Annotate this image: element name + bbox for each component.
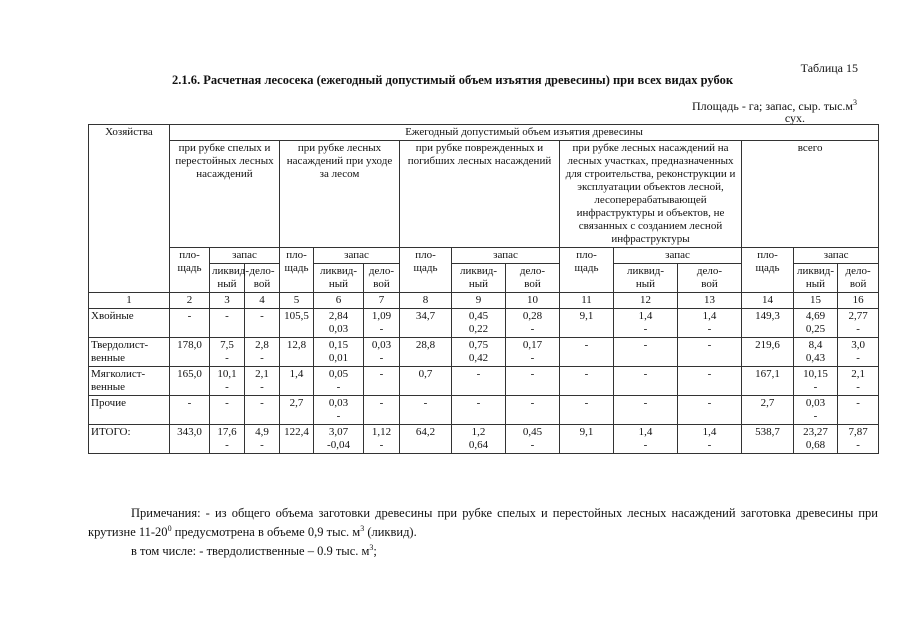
- cell-value: 17,6: [217, 426, 237, 438]
- table-cell: [364, 396, 400, 425]
- header-group-total: всего: [742, 141, 879, 248]
- cell-dry-value: 0,03: [328, 323, 349, 335]
- table-cell: [614, 338, 678, 367]
- table-cell: [314, 309, 364, 338]
- cell-value: 4,9: [255, 426, 269, 438]
- table-cell: [400, 396, 452, 425]
- table-cell: [452, 338, 506, 367]
- cell-value: 9,1: [579, 310, 594, 322]
- header-area: пло- щадь: [560, 248, 614, 293]
- header-row-stock: [89, 248, 879, 264]
- note-sup-1: 0: [167, 524, 172, 533]
- cell-dry-value: -: [530, 323, 535, 335]
- cell-value: -: [187, 310, 192, 322]
- table-cell: [614, 425, 678, 454]
- cell-dry-value: -: [707, 323, 712, 335]
- table-row: [89, 309, 879, 338]
- table-cell: [838, 425, 879, 454]
- cell-value: -: [260, 397, 264, 409]
- table-cell: [614, 309, 678, 338]
- units-sup: 3: [853, 98, 857, 107]
- cell-value: 122,4: [284, 426, 309, 438]
- header-group-infrastructure: при рубке лесных насаждений на лесных участках, предназначенных для строительства, реконструкции и эксплуатации объектов лесной, лесоперерабатывающей инфраструктуры и объектов, не связанных с созданием лесной инфраструктуры: [560, 141, 742, 248]
- row-label: Хвойные: [89, 309, 170, 338]
- cell-value: 0,03: [328, 397, 349, 409]
- table-cell: [280, 338, 314, 367]
- header-group-damaged: при рубке поврежденных и погибших лесных насаждений: [400, 141, 560, 248]
- column-number: 12: [614, 293, 678, 309]
- table-cell: [742, 396, 794, 425]
- cell-value: 1,4: [638, 426, 653, 438]
- cell-value: 34,7: [415, 310, 436, 322]
- cell-value: -: [856, 397, 860, 409]
- table-cell: [364, 367, 400, 396]
- page-title: 2.1.6. Расчетная лесосека (ежегодный допустимый объем изъятия древесины) при всех видах рубок: [171, 73, 734, 87]
- header-liquid: ликвид- ный: [794, 264, 838, 293]
- header-stock: запас: [210, 248, 280, 264]
- column-number: 13: [678, 293, 742, 309]
- cell-value: 10,1: [217, 368, 237, 380]
- column-number: 11: [560, 293, 614, 309]
- table-cell: [210, 309, 245, 338]
- cell-value: 0,03: [805, 397, 826, 409]
- cell-value: 10,15: [803, 368, 828, 380]
- header-area: пло- щадь: [170, 248, 210, 293]
- cell-value: -: [423, 397, 428, 409]
- table-cell: [560, 425, 614, 454]
- note-text-2b: ;: [373, 544, 377, 559]
- cell-dry-value: -: [813, 410, 818, 422]
- cell-value: 538,7: [755, 426, 780, 438]
- table-cell: [560, 367, 614, 396]
- table-cell: [245, 338, 280, 367]
- cell-dry-value: -: [225, 439, 229, 451]
- table-cell: [742, 309, 794, 338]
- table-cell: [678, 309, 742, 338]
- column-number: 16: [838, 293, 879, 309]
- header-area: пло- щадь: [280, 248, 314, 293]
- table-cell: [678, 367, 742, 396]
- cell-dry-value: -: [707, 439, 712, 451]
- table-cell: [838, 396, 879, 425]
- cell-value: 7,5: [220, 339, 234, 351]
- cell-dry-value: -: [225, 352, 229, 364]
- cell-value: 28,8: [415, 339, 436, 351]
- cell-value: 23,27: [803, 426, 828, 438]
- cell-value: -: [643, 368, 648, 380]
- table-row: [89, 338, 879, 367]
- header-farms-spacer: [89, 264, 170, 293]
- units-text: Площадь - га; запас, сыр. тыс.м: [692, 99, 853, 113]
- cell-dry-value: -0,04: [327, 439, 350, 451]
- table-cell: [280, 309, 314, 338]
- column-number: 5: [280, 293, 314, 309]
- table-cell: [742, 425, 794, 454]
- cell-dry-value: -: [260, 439, 264, 451]
- cell-dry-value: -: [379, 352, 384, 364]
- table-cell: [452, 309, 506, 338]
- cell-value: 149,3: [755, 310, 780, 322]
- note-sup-2: 3: [360, 524, 365, 533]
- table-cell: [560, 338, 614, 367]
- table-cell: [314, 396, 364, 425]
- table-cell: [210, 338, 245, 367]
- row-label: ИТОГО:: [89, 425, 170, 454]
- table-cell: [245, 396, 280, 425]
- cell-dry-value: 0,64: [468, 439, 489, 451]
- row-label: Прочие: [89, 396, 170, 425]
- table-cell: [245, 425, 280, 454]
- cell-value: 2,1: [255, 368, 269, 380]
- cell-value: 0,05: [328, 368, 349, 380]
- cell-value: -: [476, 397, 481, 409]
- table-cell: [280, 396, 314, 425]
- table-cell: [794, 425, 838, 454]
- column-number: 1: [89, 293, 170, 309]
- cell-value: 105,5: [284, 310, 309, 322]
- table-cell: [614, 396, 678, 425]
- table-cell: [614, 367, 678, 396]
- cell-value: 0,03: [371, 339, 392, 351]
- header-liquid: ликвид- ный: [452, 264, 506, 293]
- cell-dry-value: -: [530, 439, 535, 451]
- column-number: 14: [742, 293, 794, 309]
- table-row: [89, 425, 879, 454]
- column-number: 15: [794, 293, 838, 309]
- units-note: [692, 97, 857, 124]
- cell-dry-value: -: [530, 352, 535, 364]
- cell-dry-value: -: [856, 323, 860, 335]
- table-cell: [170, 425, 210, 454]
- cell-value: 12,8: [286, 339, 307, 351]
- header-farms: Хозяйства: [89, 125, 170, 141]
- cell-dry-value: 0,68: [805, 439, 826, 451]
- table-cell: [452, 367, 506, 396]
- cell-value: 3,07: [328, 426, 349, 438]
- row-label: Твердолист- венные: [89, 338, 170, 367]
- units-text-dry: сух.: [784, 111, 805, 125]
- header-row-numbers: [89, 293, 879, 309]
- table-cell: [794, 396, 838, 425]
- cell-value: -: [707, 339, 712, 351]
- table-cell: [560, 396, 614, 425]
- table-cell: [245, 309, 280, 338]
- table-cell: [838, 309, 879, 338]
- table-cell: [210, 396, 245, 425]
- cell-value: 1,4: [638, 310, 653, 322]
- table-cell: [794, 309, 838, 338]
- cell-value: -: [225, 310, 229, 322]
- cell-dry-value: 0,43: [805, 352, 826, 364]
- table-cell: [452, 425, 506, 454]
- cell-value: 0,75: [468, 339, 489, 351]
- table-cell: [838, 367, 879, 396]
- cell-value: 2,84: [328, 310, 349, 322]
- column-number: 3: [210, 293, 245, 309]
- header-stock: запас: [314, 248, 400, 264]
- cell-dry-value: -: [379, 323, 384, 335]
- column-number: 6: [314, 293, 364, 309]
- table-cell: [400, 425, 452, 454]
- column-number: 4: [245, 293, 280, 309]
- header-farms-spacer: [89, 248, 170, 264]
- cell-dry-value: -: [379, 439, 384, 451]
- table-cell: [170, 367, 210, 396]
- header-area: пло- щадь: [400, 248, 452, 293]
- note-line-2: [88, 540, 878, 559]
- table-cell: [506, 425, 560, 454]
- cell-value: -: [584, 397, 589, 409]
- cell-value: 2,8: [255, 339, 269, 351]
- cell-value: 8,4: [808, 339, 823, 351]
- cell-value: -: [643, 397, 648, 409]
- cell-value: 7,87: [848, 426, 868, 438]
- cell-value: 1,2: [471, 426, 486, 438]
- cell-value: 2,7: [760, 397, 775, 409]
- table-cell: [210, 425, 245, 454]
- cell-value: -: [707, 397, 712, 409]
- table-cell: [314, 367, 364, 396]
- column-number: 9: [452, 293, 506, 309]
- table-cell: [364, 338, 400, 367]
- cell-dry-value: -: [856, 439, 860, 451]
- table-cell: [742, 338, 794, 367]
- header-group-mature: при рубке спелых и перестойных лесных насаждений: [170, 141, 280, 248]
- cell-value: -: [530, 368, 535, 380]
- table-cell: [400, 367, 452, 396]
- header-business: дело- вой: [678, 264, 742, 293]
- cell-dry-value: -: [225, 381, 229, 393]
- cell-dry-value: -: [260, 381, 264, 393]
- table-cell: [678, 396, 742, 425]
- cell-value: 2,77: [848, 310, 868, 322]
- cell-value: 219,6: [755, 339, 780, 351]
- cell-dry-value: -: [260, 352, 264, 364]
- table-cell: [400, 338, 452, 367]
- cell-value: -: [476, 368, 481, 380]
- table-cell: [678, 425, 742, 454]
- table-cell: [400, 309, 452, 338]
- table-cell: [170, 338, 210, 367]
- cell-value: 1,09: [371, 310, 392, 322]
- table-cell: [170, 396, 210, 425]
- row-label: Мягколист- венные: [89, 367, 170, 396]
- cell-value: 3,0: [851, 339, 865, 351]
- cell-dry-value: -: [643, 439, 648, 451]
- header-row-groups: [89, 141, 879, 248]
- header-business: дело- вой: [838, 264, 879, 293]
- header-liquid: ликвид- ный: [210, 264, 245, 293]
- cell-value: -: [707, 368, 712, 380]
- header-group-care: при рубке лесных насаждений при уходе за лесом: [280, 141, 400, 248]
- cell-dry-value: 0,25: [805, 323, 826, 335]
- table-cell: [678, 338, 742, 367]
- cell-value: 1,4: [702, 310, 717, 322]
- cell-value: -: [379, 397, 384, 409]
- header-business: дело- вой: [506, 264, 560, 293]
- header-stock: запас: [794, 248, 879, 264]
- table-row: [89, 367, 879, 396]
- header-main: Ежегодный допустимый объем изъятия древесины: [170, 125, 879, 141]
- table-cell: [280, 367, 314, 396]
- cell-dry-value: 0,01: [328, 352, 349, 364]
- cell-dry-value: -: [856, 352, 860, 364]
- note-text-1a: Примечания: - из общего объема заготовки древесины при рубке спелых и перестойных лесных насаждений заготовка древесины при крутизне 11-20: [88, 506, 878, 540]
- column-number: 7: [364, 293, 400, 309]
- cell-value: 0,15: [328, 339, 349, 351]
- column-number: 10: [506, 293, 560, 309]
- note-text-2a: в том числе: - твердолиственные – 0.9 тыс. м: [131, 544, 370, 559]
- header-stock: запас: [452, 248, 560, 264]
- cell-value: -: [530, 397, 535, 409]
- table-cell: [364, 425, 400, 454]
- table-cell: [506, 309, 560, 338]
- header-business: дело- вой: [245, 264, 280, 293]
- table-cell: [506, 338, 560, 367]
- table-cell: [210, 367, 245, 396]
- cell-value: -: [225, 397, 229, 409]
- table-cell: [506, 367, 560, 396]
- note-text-1b: предусмотрена в объеме 0,9 тыс. м: [171, 525, 361, 540]
- header-liquid: ликвид- ный: [614, 264, 678, 293]
- cell-dry-value: 0,22: [468, 323, 489, 335]
- table-row: [89, 396, 879, 425]
- cell-dry-value: -: [336, 410, 341, 422]
- table-cell: [794, 367, 838, 396]
- cell-value: 343,0: [177, 426, 202, 438]
- cell-value: 2,7: [289, 397, 304, 409]
- table-cell: [314, 425, 364, 454]
- cell-value: 9,1: [579, 426, 594, 438]
- cell-dry-value: 0,42: [468, 352, 489, 364]
- cell-dry-value: -: [336, 381, 341, 393]
- cell-value: -: [584, 339, 589, 351]
- table-label: Таблица 15: [800, 61, 858, 75]
- header-farms-spacer: [89, 141, 170, 248]
- cell-dry-value: -: [643, 323, 648, 335]
- table-cell: [560, 309, 614, 338]
- cell-value: 167,1: [755, 368, 780, 380]
- table-cell: [838, 338, 879, 367]
- header-business: дело- вой: [364, 264, 400, 293]
- cell-value: 1,4: [289, 368, 304, 380]
- table-cell: [452, 396, 506, 425]
- table-cell: [280, 425, 314, 454]
- cell-value: 64,2: [415, 426, 436, 438]
- table-cell: [170, 309, 210, 338]
- harvest-table: [88, 124, 879, 454]
- cell-value: 0,45: [468, 310, 489, 322]
- header-area: пло- щадь: [742, 248, 794, 293]
- cell-value: 178,0: [177, 339, 202, 351]
- column-number: 2: [170, 293, 210, 309]
- notes: [88, 506, 878, 559]
- column-number: 8: [400, 293, 452, 309]
- header-row-main: [89, 125, 879, 141]
- cell-value: 4,69: [805, 310, 826, 322]
- cell-value: 0,7: [418, 368, 433, 380]
- cell-value: 0,17: [522, 339, 543, 351]
- cell-dry-value: -: [856, 381, 860, 393]
- cell-value: -: [260, 310, 264, 322]
- cell-value: -: [379, 368, 384, 380]
- cell-value: -: [584, 368, 589, 380]
- table-cell: [794, 338, 838, 367]
- note-line-1: [88, 506, 878, 540]
- note-text-1c: (ликвид).: [364, 525, 417, 540]
- header-stock: запас: [614, 248, 742, 264]
- header-liquid: ликвид- ный: [314, 264, 364, 293]
- table-cell: [742, 367, 794, 396]
- table-cell: [314, 338, 364, 367]
- cell-value: 1,4: [702, 426, 717, 438]
- cell-value: 0,45: [522, 426, 543, 438]
- cell-value: 1,12: [371, 426, 392, 438]
- table-cell: [506, 396, 560, 425]
- cell-value: 0,28: [522, 310, 543, 322]
- table-cell: [364, 309, 400, 338]
- cell-value: 2,1: [851, 368, 865, 380]
- note-sup-3: 3: [369, 543, 374, 553]
- cell-value: 165,0: [177, 368, 202, 380]
- cell-value: -: [643, 339, 648, 351]
- table-cell: [245, 367, 280, 396]
- cell-value: -: [187, 397, 192, 409]
- cell-dry-value: -: [813, 381, 818, 393]
